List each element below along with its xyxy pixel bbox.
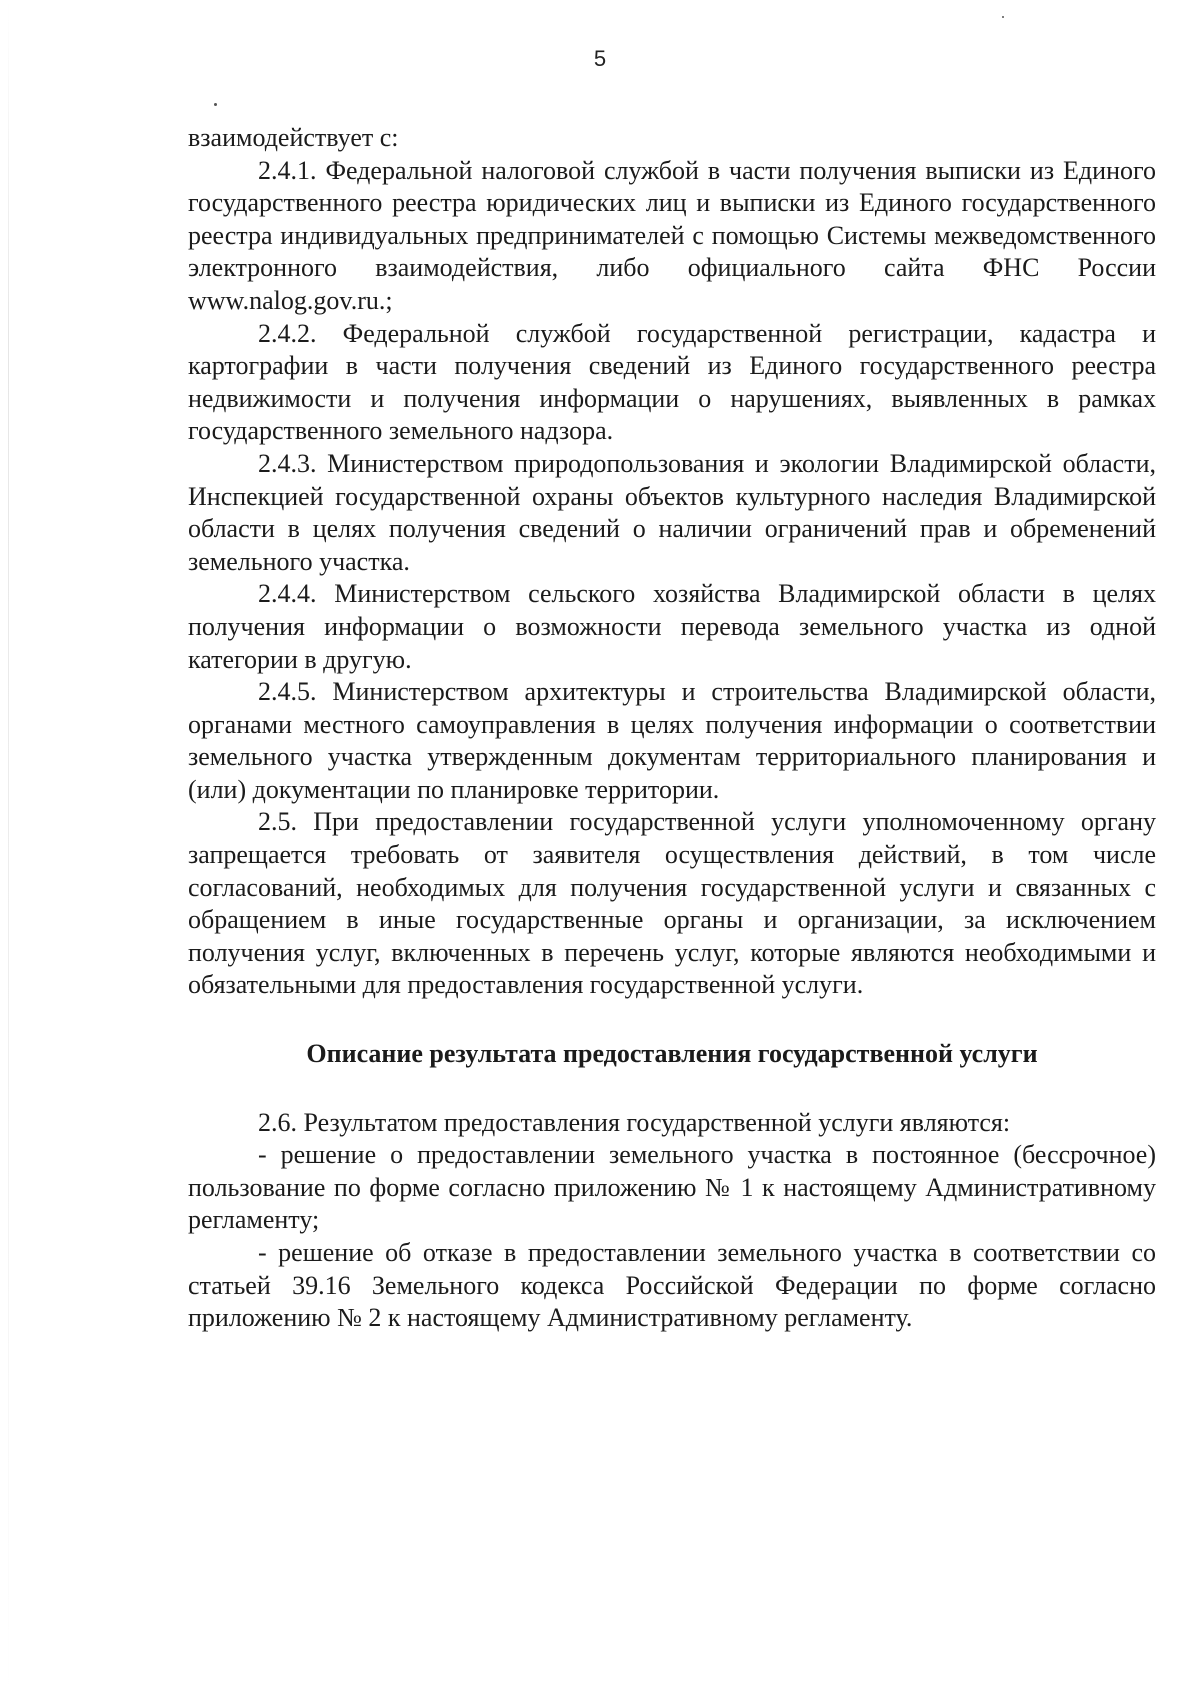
scan-dot-mark	[214, 103, 217, 106]
section-heading: Описание результата предоставления государственной услуги	[306, 1039, 1038, 1069]
paragraph-2-5: 2.5. При предоставлении государственной услуги уполномоченному органу запрещается требовать от заявителя осуществления действий, в том числе согласований, необходимых для получения государственной услуги и связанных с обращением в иные государственные органы и организации, за исключением получения услуг, включенных в перечень услуг, которые являются необходимыми и обязательными для предоставления государственной услуги.	[188, 807, 1156, 1000]
page-number: 5	[593, 46, 607, 71]
paragraph-2-4-4: 2.4.4. Министерством сельского хозяйства Владимирской области в целях получения информации о возможности перевода земельного участка из одной категории в другую.	[188, 579, 1156, 674]
scan-dot-mark	[1002, 16, 1004, 18]
paragraph-continuation: взаимодействует с:	[188, 123, 399, 152]
paragraph-2-4-1: 2.4.1. Федеральной налоговой службой в части получения выписки из Единого государственного реестра юридических лиц и выписки из Единого государственного реестра индивидуальных предпринимателей с помощью Системы межведомственного электронного взаимодействия, либо официального сайта ФНС России www.nalog.gov.ru.;	[188, 155, 1156, 315]
list-item-decision-grant: - решение о предоставлении земельного участка в постоянное (бессрочное) пользование по форме согласно приложению № 1 к настоящему Административному регламенту;	[188, 1140, 1156, 1235]
paragraph-2-4-3: 2.4.3. Министерством природопользования и экологии Владимирской области, Инспекцией государственной охраны объектов культурного наследия Владимирской области в целях получения сведений о наличии ограничений прав и обременений земельного участка.	[188, 448, 1156, 576]
list-item-decision-refusal: - решение об отказе в предоставлении земельного участка в соответствии со статьей 39.16 Земельного кодекса Российской Федерации по форме согласно приложению № 2 к настоящему Административному регламенту.	[188, 1238, 1156, 1333]
paragraph-2-4-5: 2.4.5. Министерством архитектуры и строительства Владимирской области, органами местного самоуправления в целях получения информации о соответствии земельного участка утвержденным документам территориального планирования и (или) документации по планировке территории.	[188, 677, 1156, 804]
paragraph-2-4-2: 2.4.2. Федеральной службой государственной регистрации, кадастра и картографии в части получения сведений из Единого государственного реестра недвижимости и получения информации о нарушениях, выявленных в рамках государственного земельного надзора.	[188, 318, 1156, 446]
paragraph-2-6: 2.6. Результатом предоставления государственной услуги являются:	[258, 1107, 1011, 1137]
document-body	[188, 122, 1156, 1335]
scan-edge-line	[8, 0, 9, 1696]
